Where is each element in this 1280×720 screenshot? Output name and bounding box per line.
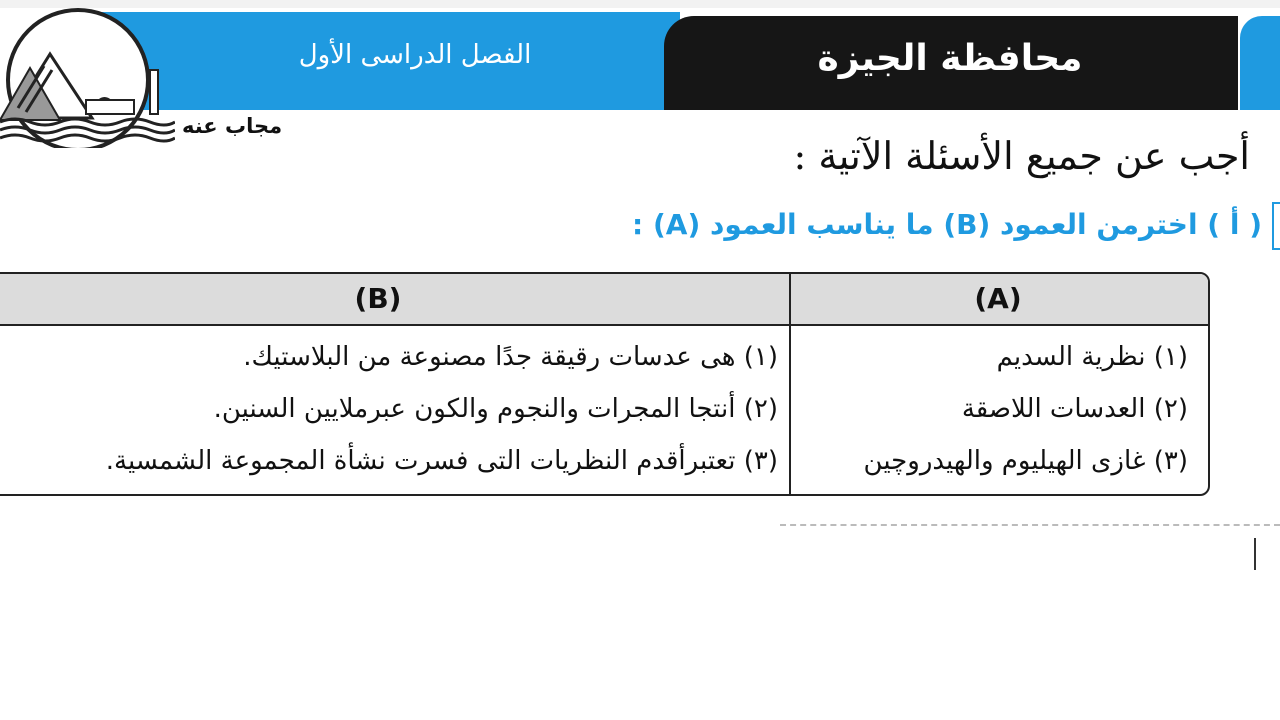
column-divider: [789, 274, 791, 494]
table-cell-a: (٣) غازى الهيليوم والهيدروچين: [863, 446, 1188, 476]
table-cell-b: (٢) أنتجا المجرات والنجوم والكون عبرملايين السنين.: [213, 394, 778, 424]
giza-pyramids-logo-icon: [0, 8, 175, 148]
page-top-edge: [0, 0, 1280, 8]
section-separator: [780, 524, 1280, 526]
matching-table: [0, 272, 1210, 496]
table-cell-a: (١) نظرية السديم: [996, 342, 1188, 372]
governorate-title: محافظة الجيزة: [817, 38, 1083, 79]
table-cell-b: (٣) تعتبرأقدم النظريات التى فسرت نشأة المجموعة الشمسية.: [105, 446, 778, 476]
exam-instruction: أجب عن جميع الأسئلة الآتية :: [793, 134, 1250, 178]
semester-title: الفصل الدراسى الأول: [298, 40, 532, 70]
table-cell-a: (٢) العدسات اللاصقة: [961, 394, 1188, 424]
table-cell-b: (١) هى عدسات رقيقة جدًا مصنوعة من البلاستيك.: [243, 342, 778, 372]
question-a-title: ( أ ) اخترمن العمود (B) ما يناسب العمود (A) :: [632, 208, 1262, 241]
column-b-header: (B): [354, 282, 402, 315]
question-marker: [1272, 202, 1280, 250]
header-number-tab: [1240, 16, 1280, 110]
column-a-header: (A): [974, 282, 1022, 315]
margin-mark: [1254, 538, 1256, 570]
answered-label: مجاب عنه: [182, 114, 283, 138]
